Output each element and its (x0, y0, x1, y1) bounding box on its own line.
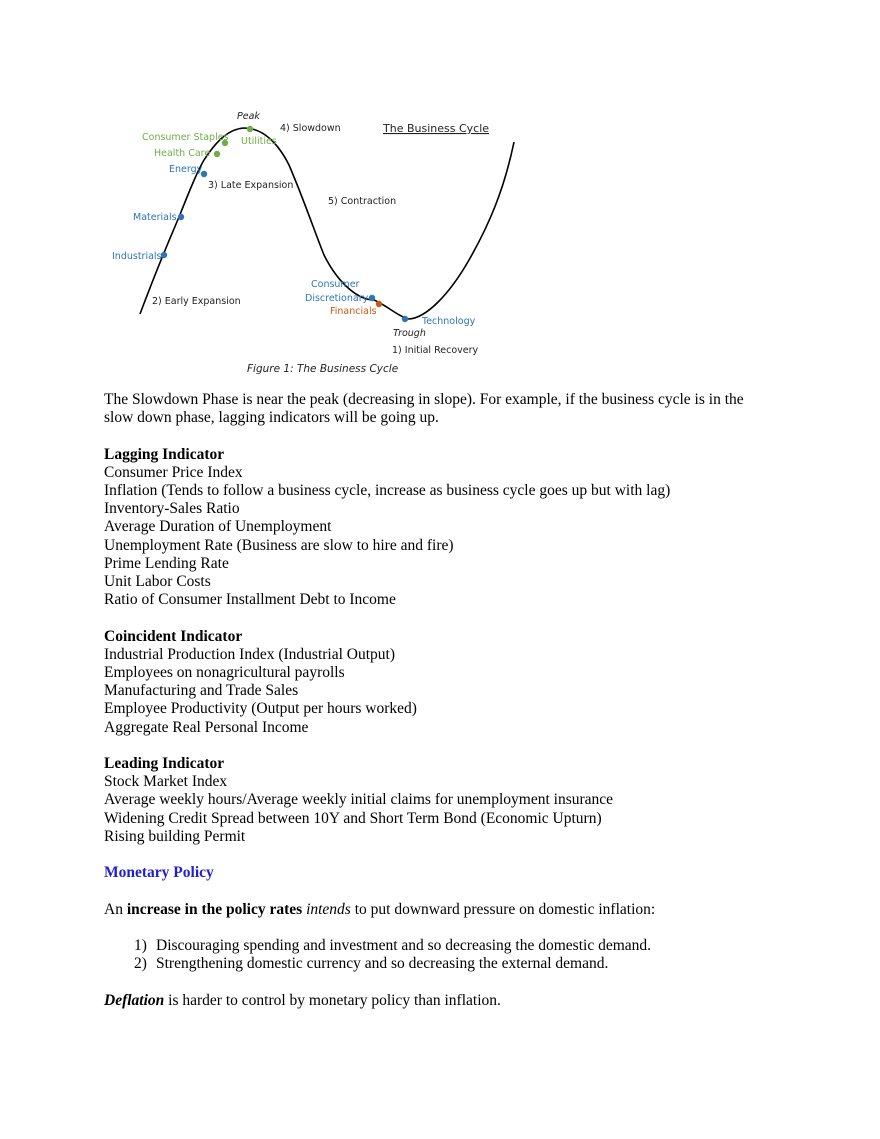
list-item: Widening Credit Spread between 10Y and Short Term Bond (Economic Upturn) (104, 809, 602, 827)
initial-recovery-label: 1) Initial Recovery (392, 345, 479, 356)
document-body (104, 391, 784, 1010)
sentence-italic: intends (306, 900, 351, 918)
list-item: 1) Discouraging spending and investment and so decreasing the domestic demand. (134, 937, 652, 954)
trough-label: Trough (393, 328, 426, 339)
list-item: Manufacturing and Trade Sales (104, 682, 299, 700)
early-expansion-label: 2) Early Expansion (152, 296, 241, 307)
leading-heading: Leading Indicator (104, 755, 225, 773)
financials-label: Financials (330, 306, 377, 317)
list-item: Unit Labor Costs (104, 573, 211, 591)
policy-rate-sentence (104, 901, 784, 919)
list-item: Employee Productivity (Output per hours worked) (104, 700, 417, 718)
industrials-dot (161, 252, 167, 258)
financials-dot (376, 301, 382, 307)
list-item: Average Duration of Unemployment (104, 518, 332, 536)
business-cycle-title: The Business Cycle (383, 122, 490, 135)
intro-line-1: The Slowdown Phase is near the peak (decreasing in slope). For example, if the business cycle is in the (104, 391, 744, 408)
consumer-label: Consumer (311, 279, 360, 290)
technology-label: Technology (422, 316, 476, 327)
sentence-bold: increase in the policy rates (126, 900, 303, 918)
utilities-label: Utilities (241, 136, 277, 147)
deflation-rest: is harder to control by monetary policy than inflation. (164, 991, 501, 1009)
sentence-pre: An (104, 900, 127, 918)
industrials-label: Industrials (112, 251, 162, 262)
list-item: Inflation (Tends to follow a business cycle, increase as business cycle goes up but with lag) (104, 482, 671, 499)
list-item: 2) Strengthening domestic currency and so decreasing the external demand. (134, 955, 609, 973)
deflation-sentence (104, 992, 784, 1010)
list-item: Ratio of Consumer Installment Debt to Income (104, 591, 396, 609)
figure-caption: Figure 1: The Business Cycle (247, 363, 399, 375)
consumer-discretionary-dot (369, 295, 375, 301)
late-expansion-label: 3) Late Expansion (208, 180, 294, 191)
peak-label: Peak (237, 111, 260, 122)
list-item: Consumer Price Index (104, 463, 243, 481)
list-item: Unemployment Rate (Business are slow to hire and fire) (104, 536, 454, 554)
list-item: Inventory-Sales Ratio (104, 500, 240, 518)
list-item-text: Strengthening domestic currency and so decreasing the external demand. (156, 955, 609, 973)
materials-dot (178, 214, 184, 220)
intro-line-2: slow down phase, lagging indicators will be going up. (104, 409, 439, 427)
policy-effects-list (104, 937, 784, 973)
list-item: Stock Market Index (104, 773, 228, 791)
consumer-staples-label: Consumer Staples (142, 132, 229, 143)
business-cycle-diagram (104, 100, 524, 382)
sentence-post: to put downward pressure on domestic inflation: (350, 900, 656, 918)
slowdown-label: 4) Slowdown (280, 123, 341, 134)
monetary-policy-heading: Monetary Policy (104, 864, 214, 882)
list-item: Industrial Production Index (Industrial Output) (104, 645, 396, 663)
health-care-dot (214, 151, 220, 157)
list-item: Aggregate Real Personal Income (104, 718, 309, 736)
materials-label: Materials (133, 212, 177, 223)
health-care-label: Health Care (154, 148, 211, 159)
contraction-label: 5) Contraction (328, 196, 397, 207)
utilities-dot (247, 126, 253, 132)
discretionary-label: Discretionary (305, 293, 369, 304)
technology-dot (402, 316, 408, 322)
list-item-text: Discouraging spending and investment and so decreasing the domestic demand. (156, 937, 652, 954)
list-item: Average weekly hours/Average weekly initial claims for unemployment insurance (104, 791, 614, 809)
list-item: Rising building Permit (104, 827, 246, 845)
lagging-heading: Lagging Indicator (104, 445, 225, 463)
list-item: Prime Lending Rate (104, 554, 229, 572)
energy-label: Energy (169, 164, 203, 175)
deflation-word: Deflation (104, 991, 165, 1009)
list-item: Employees on nonagricultural payrolls (104, 664, 345, 682)
business-cycle-figure (104, 100, 524, 382)
coincident-heading: Coincident Indicator (104, 627, 243, 645)
